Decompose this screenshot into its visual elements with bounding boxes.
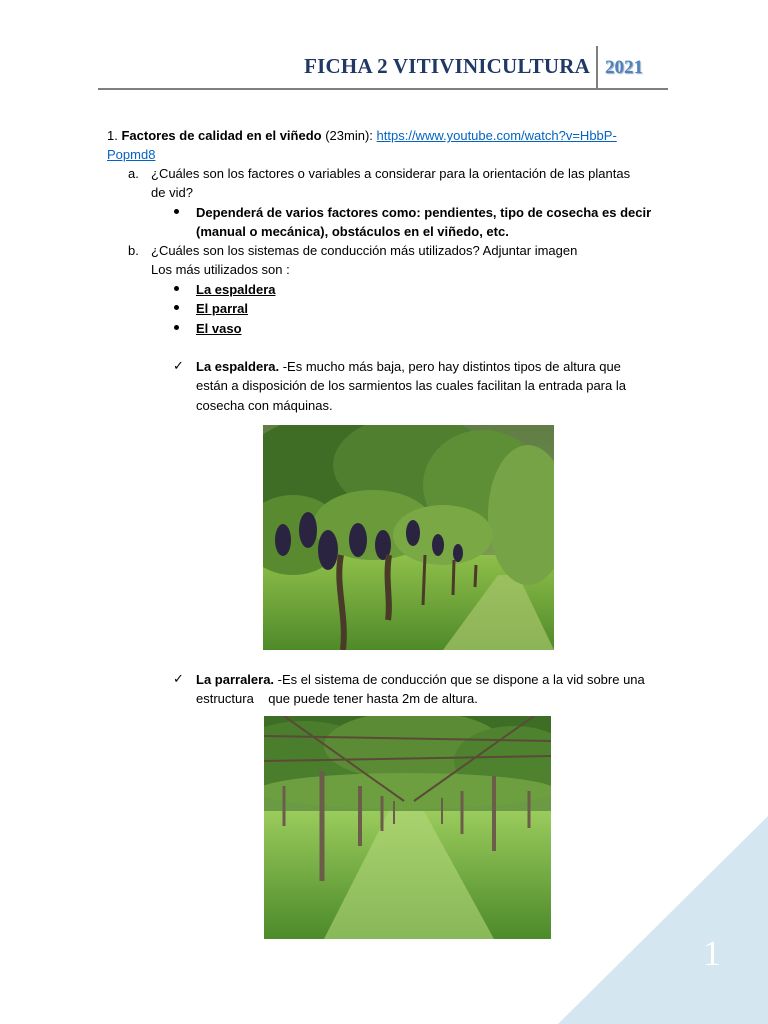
- parralera-vineyard-photo: [264, 716, 551, 939]
- section-1-heading: [107, 126, 617, 145]
- item-b-marker: b.: [128, 243, 139, 258]
- espaldera-line-2: están a disposición de los sarmientos las cuales facilitan la entrada para la: [196, 378, 626, 393]
- espaldera-title: La espaldera.: [196, 359, 280, 374]
- document-title: FICHA 2 VITIVINICULTURA: [304, 54, 590, 78]
- parralera-text-1: -Es el sistema de conducción que se dispone a la vid sobre una: [274, 672, 645, 687]
- bullet-icon: [174, 286, 179, 291]
- page-header: [98, 44, 668, 90]
- bullet-icon: [174, 325, 179, 330]
- system-item: El vaso: [196, 321, 242, 336]
- espaldera-text-1: -Es mucho más baja, pero hay distintos tipos de altura que: [279, 359, 621, 374]
- espaldera-line-3: cosecha con máquinas.: [196, 398, 333, 413]
- item-a-answer-line-2: (manual o mecánica), obstáculos en el viñedo, etc.: [196, 224, 509, 239]
- bullet-icon: [174, 209, 179, 214]
- espaldera-line-1: [196, 357, 621, 376]
- page-number: 1: [703, 933, 721, 973]
- video-link[interactable]: https://www.youtube.com/watch?v=HbbP-: [376, 128, 617, 143]
- parralera-title: La parralera.: [196, 672, 275, 687]
- item-a-question-line-2: de vid?: [151, 185, 193, 200]
- video-link-continuation[interactable]: Popmd8: [107, 147, 156, 162]
- parralera-line-2: estructura que puede tener hasta 2m de altura.: [196, 691, 478, 706]
- item-b-question-line-1: ¿Cuáles son los sistemas de conducción más utilizados? Adjuntar imagen: [151, 243, 578, 258]
- section-duration: (23min):: [325, 128, 373, 143]
- section-title: Factores de calidad en el viñedo: [121, 128, 322, 143]
- checkmark-icon: ✓: [173, 358, 184, 373]
- item-b-question-line-2: Los más utilizados son :: [151, 262, 290, 277]
- system-item: La espaldera: [196, 282, 276, 297]
- document-year: 2021: [605, 57, 643, 78]
- header-divider: [596, 46, 598, 88]
- bullet-icon: [174, 305, 179, 310]
- section-number: 1.: [107, 128, 118, 143]
- corner-decoration: [558, 816, 768, 1024]
- parralera-line-1: [196, 670, 645, 689]
- item-a-answer-line-1: Dependerá de varios factores como: pendientes, tipo de cosecha es decir: [196, 205, 652, 220]
- checkmark-icon: ✓: [173, 671, 184, 686]
- espaldera-vineyard-photo: [263, 425, 554, 650]
- system-item: El parral: [196, 301, 249, 316]
- section-1-link-continuation: [107, 145, 155, 164]
- item-a-question-line-1: ¿Cuáles son los factores o variables a considerar para la orientación de las plantas: [151, 166, 631, 181]
- item-a-marker: a.: [128, 166, 139, 181]
